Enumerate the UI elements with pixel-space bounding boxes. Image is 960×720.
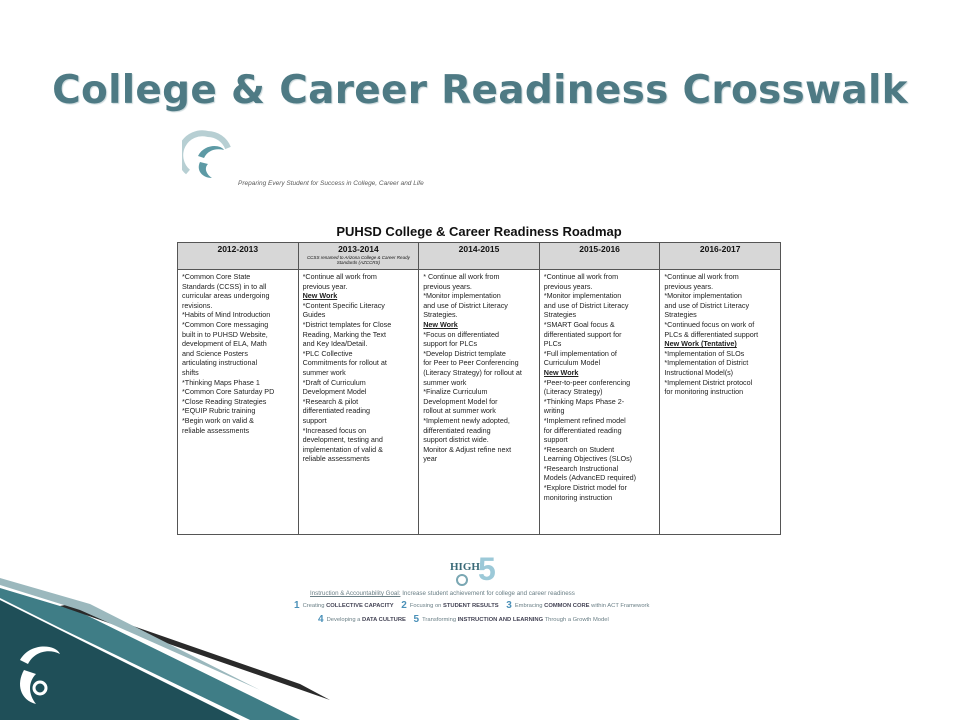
- roadmap-item: *Thinking Maps Phase 1: [182, 377, 260, 387]
- roadmap-item: development of ELA, Math: [182, 339, 267, 349]
- roadmap-item: *Common Core State: [182, 272, 251, 281]
- roadmap-item: built in to PUHSD Website,: [182, 329, 268, 339]
- roadmap-item: *Implement District protocol: [664, 377, 753, 387]
- roadmap-item: reliable assessments: [302, 454, 370, 464]
- year-column-cell: [419, 270, 540, 535]
- roadmap-item: Strategies: [543, 310, 577, 320]
- year-header-note: CCSS renamed to Arizona College & Career Ready Standards (AZCCRS): [306, 255, 410, 265]
- goal-item-bold: DATA CULTURE: [362, 617, 406, 624]
- year-header: 2014-2015: [419, 243, 540, 270]
- roadmap-item: Monitor & Adjust refine next: [423, 444, 512, 454]
- goal-item-pre: Focusing on: [409, 603, 444, 610]
- roadmap-item: support: [302, 415, 327, 425]
- roadmap-item: and use of District Literacy: [543, 300, 629, 310]
- roadmap-item: *Implement refined model: [543, 415, 626, 425]
- goal-item-bold: INSTRUCTION AND LEARNING: [457, 617, 544, 624]
- roadmap-item: Models (AdvancED required): [543, 473, 637, 483]
- roadmap-item: reliable assessments: [182, 425, 250, 435]
- goal-item-post: within ACT Framework: [589, 603, 650, 610]
- roadmap-item: development, testing and: [302, 435, 383, 445]
- roadmap-item: *Implementation of SLOs: [664, 348, 745, 358]
- roadmap-item: *Continued focus on work of: [664, 319, 755, 329]
- roadmap-item: Development Model: [302, 387, 367, 397]
- roadmap-item: Reading, Marking the Text: [302, 329, 386, 339]
- roadmap-item: *District templates for Close: [302, 319, 392, 329]
- roadmap-item: (Literacy Strategy) for rollout at: [423, 367, 522, 377]
- goal-item-bold: COMMON CORE: [544, 603, 590, 610]
- high5-logo-number: 5: [478, 551, 496, 587]
- year-header: 2013-2014 CCSS renamed to Arizona College & Career Ready Standards (AZCCRS): [298, 243, 419, 270]
- roadmap-item: Instructional Model(s): [664, 367, 734, 377]
- roadmap-item: differentiated support for: [543, 329, 622, 339]
- high5-logo-text: HIGH: [450, 561, 480, 573]
- roadmap-item: differentiated reading: [302, 406, 370, 416]
- roadmap-item: *Monitor implementation: [664, 291, 742, 301]
- goal-item-bold: COLLECTIVE CAPACITY: [326, 603, 394, 610]
- roadmap-item: *Continue all work from: [302, 272, 377, 281]
- new-work-heading: New Work: [423, 319, 458, 329]
- goal-items-row-1: [288, 600, 649, 611]
- goal-label: Instruction & Accountability Goal:: [310, 590, 401, 597]
- roadmap-item: *Begin work on valid &: [182, 415, 254, 425]
- roadmap-item: *Full implementation of: [543, 348, 617, 358]
- year-header: 2015-2016: [539, 243, 660, 270]
- district-logo-icon: [182, 128, 234, 184]
- roadmap-item: Strategies: [664, 310, 697, 320]
- goal-item-pre: Developing a: [326, 617, 363, 624]
- goal-item-pre: Transforming: [422, 617, 458, 624]
- roadmap-item: *Research Instructional: [543, 463, 619, 473]
- goal-statement: [310, 590, 575, 597]
- goal-item-bold: STUDENT RESULTS: [443, 603, 499, 610]
- year-header: 2012-2013: [178, 243, 299, 270]
- goal-number: 4: [318, 614, 324, 625]
- roadmap-table: [177, 242, 781, 535]
- roadmap-item: Strategies.: [423, 310, 458, 320]
- new-work-heading: New Work (Tentative): [664, 339, 737, 349]
- roadmap-item: *Habits of Mind Introduction: [182, 310, 271, 320]
- roadmap-item: *Develop District template: [423, 348, 506, 358]
- roadmap-item: and Key Idea/Detail.: [302, 339, 368, 349]
- goal-item-pre: Creating: [302, 603, 327, 610]
- roadmap-item: for Peer to Peer Conferencing: [423, 358, 519, 368]
- roadmap-item: previous years.: [664, 281, 714, 291]
- roadmap-item: PLCs: [543, 339, 562, 349]
- roadmap-item: support: [543, 435, 568, 445]
- roadmap-item: implementation of valid &: [302, 444, 383, 454]
- roadmap-item: previous years.: [543, 281, 593, 291]
- roadmap-item: differentiated reading: [423, 425, 491, 435]
- goal-number: 5: [413, 614, 420, 625]
- roadmap-item: curricular areas undergoing: [182, 291, 270, 301]
- roadmap-item: *Common Core messaging: [182, 319, 269, 329]
- roadmap-item: Learning Objectives (SLOs): [543, 454, 633, 464]
- new-work-heading: New Work: [543, 367, 579, 377]
- roadmap-item: Development Model for: [423, 396, 498, 406]
- roadmap-item: year: [423, 454, 438, 464]
- roadmap-item: *SMART Goal focus &: [543, 319, 615, 329]
- goal-item-post: Through a Growth Model: [543, 617, 609, 624]
- roadmap-item: Guides: [302, 310, 326, 320]
- roadmap-item: *Monitor implementation: [543, 291, 622, 301]
- roadmap-item: for monitoring instruction: [664, 387, 744, 397]
- roadmap-item: Commitments for rollout at: [302, 358, 387, 368]
- goal-number: 3: [506, 600, 512, 611]
- roadmap-item: *Continue all work from: [543, 272, 619, 281]
- slide-title: College & Career Readiness Crosswalk: [52, 68, 908, 113]
- roadmap-item: articulating instructional: [182, 358, 258, 368]
- roadmap-item: * Continue all work from: [423, 272, 500, 281]
- high5-logo-icon: [448, 550, 508, 590]
- goal-text: Increase student achievement for college and career readiness: [402, 590, 575, 597]
- roadmap-header-row: [178, 243, 781, 270]
- roadmap-item: *PLC Collective: [302, 348, 353, 358]
- roadmap-item: revisions.: [182, 300, 213, 310]
- roadmap-item: *Explore District model for: [543, 483, 627, 493]
- roadmap-item: rollout at summer work: [423, 406, 496, 416]
- roadmap-item: previous year.: [302, 281, 348, 291]
- roadmap-item: PLCs & differentiated support: [664, 329, 759, 339]
- roadmap-item: *Thinking Maps Phase 2-: [543, 396, 625, 406]
- new-work-heading: New Work: [302, 291, 338, 301]
- goal-items-row-2: [312, 614, 609, 625]
- goal-item-pre: Embracing: [514, 603, 545, 610]
- year-column-cell: [539, 270, 660, 535]
- roadmap-item: *EQUIP Rubric training: [182, 406, 256, 416]
- year-column-cell: [298, 270, 419, 535]
- roadmap-item: *Content Specific Literacy: [302, 300, 385, 310]
- district-tagline: Preparing Every Student for Success in College, Career and Life: [238, 180, 424, 187]
- roadmap-item: previous years.: [423, 281, 472, 291]
- roadmap-item: *Draft of Curriculum: [302, 377, 366, 387]
- roadmap-item: Standards (CCSS) in to all: [182, 281, 267, 291]
- roadmap-item: and Science Posters: [182, 348, 248, 358]
- roadmap-body-row: [178, 270, 781, 535]
- roadmap-item: and use of District Literacy: [664, 300, 750, 310]
- roadmap-item: writing: [543, 406, 565, 416]
- roadmap-title: PUHSD College & Career Readiness Roadmap: [336, 224, 622, 239]
- roadmap-item: support for PLCs: [423, 339, 478, 349]
- roadmap-item: *Monitor implementation: [423, 291, 501, 301]
- goal-number: 2: [401, 600, 407, 611]
- roadmap-item: *Implementation of District: [664, 358, 749, 368]
- roadmap-item: summer work: [423, 377, 467, 387]
- phoenix-corner-icon: [10, 640, 66, 710]
- year-column-cell: [660, 270, 781, 535]
- roadmap-item: *Implement newly adopted,: [423, 415, 510, 425]
- roadmap-item: *Focus on differentiated: [423, 329, 499, 339]
- goal-number: 1: [294, 600, 300, 611]
- roadmap-item: *Research & pilot: [302, 396, 359, 406]
- roadmap-item: shifts: [182, 367, 199, 377]
- roadmap-item: *Close Reading Strategies: [182, 396, 267, 406]
- roadmap-item: Curriculum Model: [543, 358, 601, 368]
- year-header: 2016-2017: [660, 243, 781, 270]
- roadmap-item: support district wide.: [423, 435, 489, 445]
- roadmap-item: (Literacy Strategy): [543, 387, 603, 397]
- roadmap-item: *Common Core Saturday PD: [182, 387, 275, 397]
- roadmap-item: *Increased focus on: [302, 425, 367, 435]
- roadmap-item: *Continue all work from: [664, 272, 739, 281]
- roadmap-item: and use of District Literacy: [423, 300, 508, 310]
- roadmap-item: *Peer-to-peer conferencing: [543, 377, 631, 387]
- roadmap-item: *Finalize Curriculum: [423, 387, 488, 397]
- roadmap-item: summer work: [302, 367, 346, 377]
- roadmap-item: *Research on Student: [543, 444, 615, 454]
- roadmap-item: for differentiated reading: [543, 425, 622, 435]
- roadmap-item: monitoring instruction: [543, 492, 613, 502]
- year-column-cell: [178, 270, 299, 535]
